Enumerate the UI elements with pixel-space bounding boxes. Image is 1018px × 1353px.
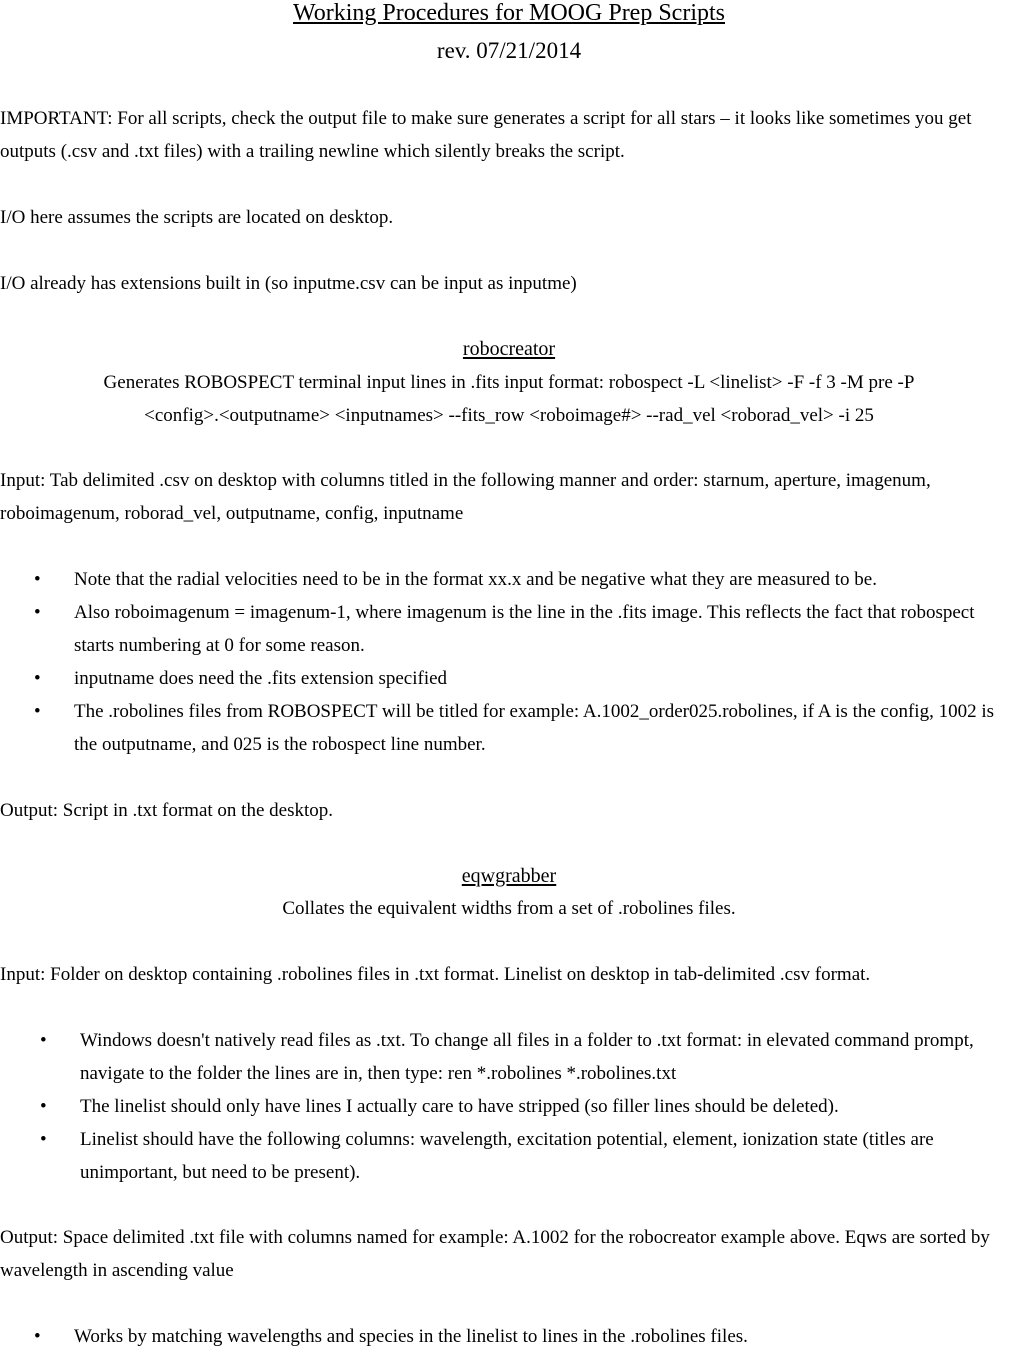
eqwgrabber-output: Output: Space delimited .txt file with columns named for example: A.1002 for the robocreator example above. Eqws are sorted by wavelength in ascending value (0, 1227, 990, 1281)
eqwgrabber-bullet-list (0, 1024, 1018, 1189)
list-item-text: Linelist should have the following columns: wavelength, excitation potential, element, ionization state (titles are unimportant, but need to be present). (80, 1129, 934, 1183)
list-item (0, 1024, 1018, 1090)
important-note: IMPORTANT: For all scripts, check the output file to make sure generates a script for all stars – it looks like sometimes you get outputs (.csv and .txt files) with a trailing newline which silently breaks the script. (0, 108, 972, 162)
io-location-note: I/O here assumes the scripts are located on desktop. (0, 207, 394, 228)
robocreator-description-line-2: <config>.<outputname> <inputnames> --fits_row <roboimage#> --rad_vel <roborad_vel> -i 25 (144, 405, 874, 426)
bullet-icon: • (40, 1030, 47, 1051)
list-item-text: Windows doesn't natively read files as .txt. To change all files in a folder to .txt format: in elevated command prompt, navigate to the folder the lines are in, then type: ren *.robolines *.robolines.txt (80, 1030, 974, 1084)
eqwgrabber-heading: eqwgrabber (461, 865, 557, 887)
document-title: Working Procedures for MOOG Prep Scripts (293, 0, 725, 26)
bullet-icon: • (34, 701, 41, 722)
robocreator-bullet-list (0, 563, 1018, 761)
robocreator-description-line-1: Generates ROBOSPECT terminal input lines in .fits input format: robospect -L <linelist> -F -f 3 -M pre -P (103, 372, 915, 393)
robocreator-input: Input: Tab delimited .csv on desktop with columns titled in the following manner and order: starnum, aperture, imagenum, roboimagenum, roborad_vel, outputname, config, inputname (0, 470, 931, 524)
bullet-icon: • (40, 1096, 47, 1117)
list-item (0, 1090, 1018, 1123)
bullet-icon: • (34, 1326, 41, 1347)
list-item-text: The linelist should only have lines I actually care to have stripped (so filler lines should be deleted). (80, 1096, 839, 1117)
list-item-text: Note that the radial velocities need to be in the format xx.x and be negative what they are measured to be. (74, 569, 877, 590)
list-item-text: Works by matching wavelengths and species in the linelist to lines in the .robolines files. (74, 1326, 748, 1347)
eqwgrabber-input: Input: Folder on desktop containing .robolines files in .txt format. Linelist on desktop in tab-delimited .csv format. (0, 964, 871, 985)
list-item-text: The .robolines files from ROBOSPECT will be titled for example: A.1002_order025.robolines, if A is the config, 1002 is the outputname, and 025 is the robospect line number. (74, 701, 994, 755)
list-item-text: Also roboimagenum = imagenum-1, where imagenum is the line in the .fits image. This reflects the fact that robospect starts numbering at 0 for some reason. (74, 602, 975, 656)
bullet-icon: • (34, 668, 41, 689)
robocreator-output: Output: Script in .txt format on the desktop. (0, 800, 333, 821)
robocreator-heading: robocreator (462, 338, 556, 360)
list-item (0, 662, 1018, 695)
list-item (0, 1320, 1018, 1353)
bullet-icon: • (34, 569, 41, 590)
list-item (0, 596, 1018, 662)
list-item (0, 563, 1018, 596)
list-item (0, 1123, 1018, 1189)
revision-date: rev. 07/21/2014 (436, 38, 582, 63)
list-item-text: inputname does need the .fits extension specified (74, 668, 448, 689)
io-extensions-note: I/O already has extensions built in (so inputme.csv can be input as inputme) (0, 273, 577, 294)
list-item (0, 695, 1018, 761)
bullet-icon: • (40, 1129, 47, 1150)
eqwgrabber-output-bullet-list (0, 1320, 1018, 1353)
bullet-icon: • (34, 602, 41, 623)
eqwgrabber-description: Collates the equivalent widths from a set of .robolines files. (282, 898, 736, 919)
